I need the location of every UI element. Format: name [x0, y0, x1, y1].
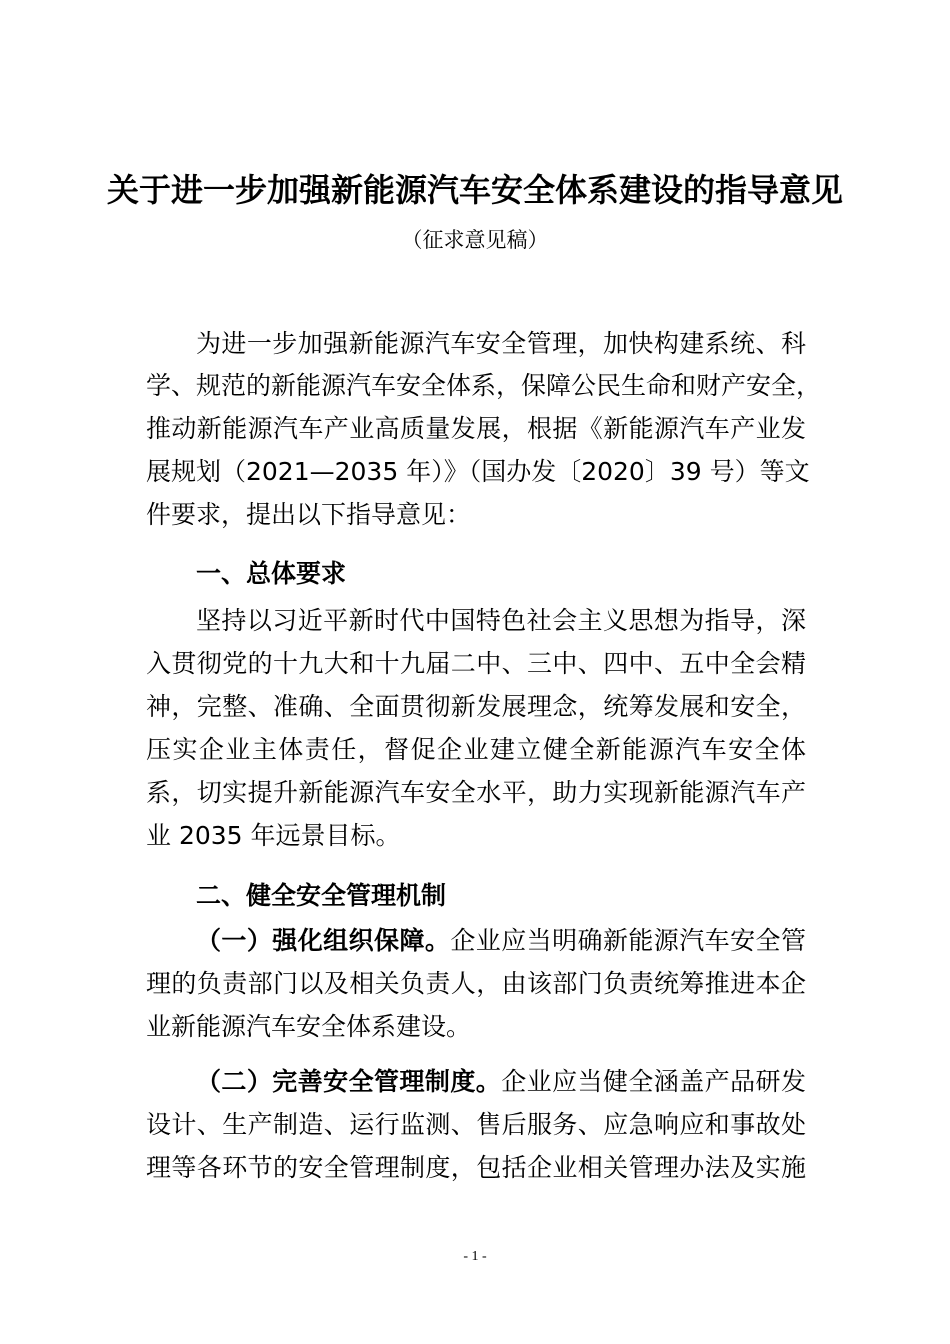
section-line: 压实企业主体责任，督促企业建立健全新能源汽车安全体 [146, 735, 806, 764]
section-line: 业 2035 年远景目标。 [146, 821, 401, 850]
item-first-line [196, 1062, 806, 1102]
item-line: 理等各环节的安全管理制度，包括企业相关管理办法及实施 [146, 1153, 806, 1182]
intro-line: 学、规范的新能源汽车安全体系，保障公民生命和财产安全， [146, 371, 822, 400]
section-line: 神，完整、准确、全面贯彻新发展理念，统筹发展和安全， [146, 692, 806, 721]
intro-line: 为进一步加强新能源汽车安全管理，加快构建系统、科 [196, 329, 806, 358]
item-label: （二）完善安全管理制度。 [196, 1067, 502, 1096]
item-text: 企业应当明确新能源汽车安全管 [450, 926, 806, 955]
item-line: 理的负责部门以及相关负责人，由该部门负责统筹推进本企 [146, 969, 806, 998]
item-label: （一）强化组织保障。 [196, 926, 451, 955]
document-title: 关于进一步加强新能源汽车安全体系建设的指导意见 [106, 171, 843, 209]
section-line: 入贯彻党的十九大和十九届二中、三中、四中、五中全会精 [146, 649, 806, 678]
section-heading: 一、总体要求 [196, 559, 347, 588]
item-text: 企业应当健全涵盖产品研发 [501, 1067, 806, 1096]
item-line: 业新能源汽车安全体系建设。 [146, 1012, 472, 1041]
item-first-line [196, 921, 806, 961]
intro-line: 件要求，提出以下指导意见： [146, 500, 472, 529]
section-heading: 二、健全安全管理机制 [196, 881, 447, 910]
intro-line: 展规划（2021—2035 年）》（国办发〔2020〕39 号）等文 [146, 457, 810, 486]
intro-line: 推动新能源汽车产业高质量发展，根据《新能源汽车产业发 [146, 414, 806, 443]
item-line: 设计、生产制造、运行监测、售后服务、应急响应和事故处 [146, 1110, 806, 1139]
page-number: - 1 - [463, 1249, 487, 1264]
section-line: 坚持以习近平新时代中国特色社会主义思想为指导，深 [196, 606, 806, 635]
document-subtitle: （征求意见稿） [401, 228, 549, 252]
section-line: 系，切实提升新能源汽车安全水平，助力实现新能源汽车产 [146, 778, 806, 807]
